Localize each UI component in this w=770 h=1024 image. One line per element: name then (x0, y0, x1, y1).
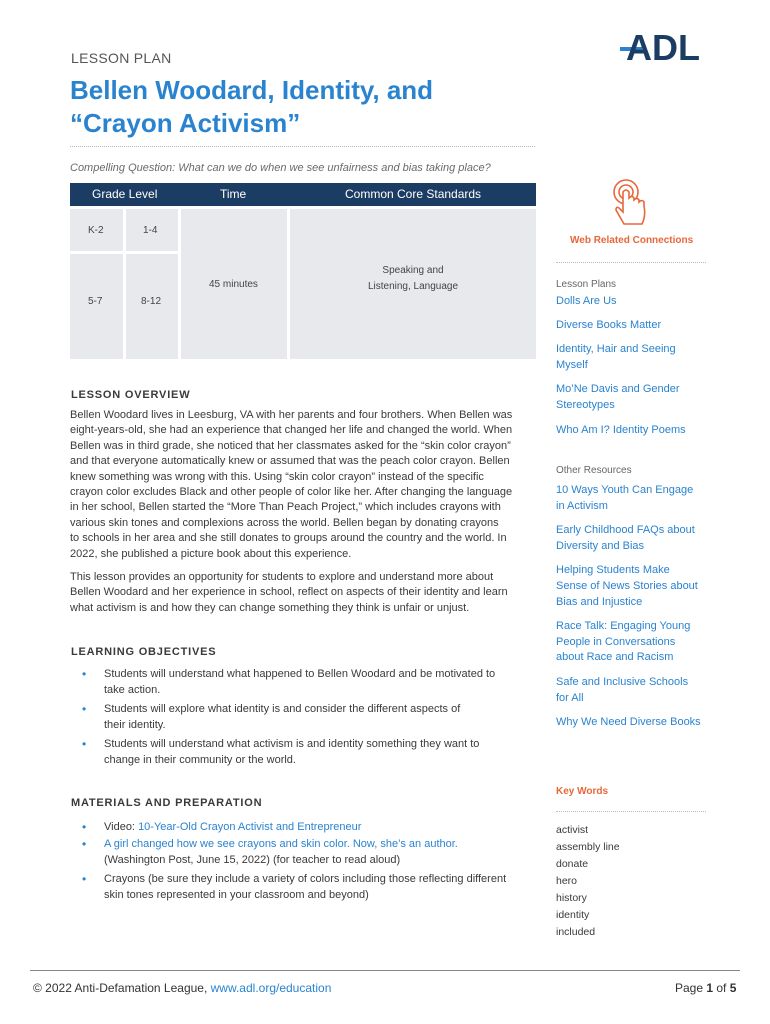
grade-cell: 5-7 (70, 254, 123, 359)
overview-paragraph-2: This lesson provides an opportunity for students to explore and understand more about Bellen Woodard and her experience in school, reflect on aspects of their identity and learn what activism is and how they can change something they think is unfair or unjust. (70, 571, 508, 614)
resource-link-news-stories[interactable]: Helping Students Make Sense of News Stories about Bias and Injustice (556, 564, 698, 608)
other-resources-heading: Other Resources (556, 465, 632, 476)
footer-copyright: © 2022 Anti-Defamation League, www.adl.org/education (33, 981, 332, 995)
lesson-link-dolls[interactable]: Dolls Are Us (556, 295, 617, 307)
key-words-list (556, 822, 716, 941)
footer-link[interactable]: www.adl.org/education (210, 981, 332, 995)
resource-link-race-talk[interactable]: Race Talk: Engaging Young People in Conversations about Race and Racism (556, 620, 691, 664)
page-indicator: Page 1 of 5 (675, 981, 737, 995)
article-link[interactable]: • A girl changed how we see crayons and skin color. Now, she’s an author. (104, 838, 458, 850)
divider (70, 146, 535, 147)
divider (556, 262, 706, 263)
keyword: activist (556, 824, 589, 836)
list-item: • Students will understand what activism is and identity something they want to change in their community or the world. (70, 736, 540, 768)
list-item: • Crayons (be sure they include a variety of colors including those reflecting different skin tones represented in your classroom and beyond) (70, 871, 540, 903)
title-line-2: “Crayon Activism” (70, 108, 301, 138)
resource-link-youth-activism[interactable]: 10 Ways Youth Can Engage in Activism (556, 484, 694, 512)
list-item: • Video: 10-Year-Old Crayon Activist and Entrepreneur (70, 819, 540, 835)
list-item: • Students will explore what identity is and consider the different aspects of their identity. (70, 701, 540, 733)
key-words-heading: Key Words (556, 786, 609, 797)
keyword: history (556, 892, 587, 904)
table-header (70, 183, 536, 206)
overview-heading: LESSON OVERVIEW (71, 389, 191, 401)
materials-list (70, 819, 540, 906)
keyword: hero (556, 875, 578, 887)
lesson-plan-label: LESSON PLAN (71, 50, 172, 66)
svg-text:ADL: ADL (626, 28, 700, 64)
lesson-link-mone-davis[interactable]: Mo’Ne Davis and Gender Stereotypes (556, 383, 680, 411)
overview-paragraph-1: Bellen Woodard lives in Leesburg, VA with her parents and four brothers. When Bellen was eight-years-old, she had an experience that changed her life and changed the world. When Bellen was in third grade, she noticed that her classmates asked for the “skin color crayon” and that everyone automatically knew or assumed that was the peach color crayon. Bellen knew something was wrong with this. Using “skin color crayon” instead of the specific crayon color excludes Black and other people of color like her. After changing the language in her school, Bellen started the “More Than Peach Project,” which includes crayons with various skin tones and complexions across the world. Bellen began by donating crayons to schools in her area and she still donates to groups around the country and the world. In 2022, she published a picture book about this experience. (70, 409, 513, 560)
header-time: Time (220, 187, 247, 201)
lesson-plans-heading: Lesson Plans (556, 279, 617, 290)
header-grade-level: Grade Level (92, 187, 158, 201)
lesson-plan-links (556, 294, 716, 438)
keyword: donate (556, 858, 589, 870)
compelling-question: Compelling Question: What can we do when we see unfairness and bias taking place? (70, 162, 491, 174)
keyword: assembly line (556, 841, 620, 853)
pointer-hand-icon (608, 178, 652, 230)
time-cell: 45 minutes (181, 209, 287, 359)
keyword: included (556, 926, 596, 938)
grade-cell: K-2 (70, 209, 123, 251)
web-connections-heading: Web Related Connections (570, 235, 694, 246)
adl-logo (620, 28, 710, 64)
list-item: • Students will understand what happened to Bellen Woodard and be motivated to take action. (70, 666, 540, 698)
page-title (70, 74, 550, 140)
grade-cell: 8-12 (126, 254, 178, 359)
lesson-link-diverse-books[interactable]: Diverse Books Matter (556, 318, 662, 331)
grade-cell: 1-4 (126, 209, 178, 251)
resource-link-safe-schools[interactable]: Safe and Inclusive Schools for All (556, 675, 689, 704)
materials-heading: MATERIALS AND PREPARATION (71, 797, 263, 809)
objectives-heading: LEARNING OBJECTIVES (71, 646, 217, 658)
video-link[interactable]: 10-Year-Old Crayon Activist and Entrepreneur (138, 821, 362, 833)
footer-divider (30, 970, 740, 971)
other-resource-links (556, 483, 716, 731)
divider (556, 811, 706, 812)
resource-link-early-childhood[interactable]: Early Childhood FAQs about Diversity and Bias (556, 524, 695, 552)
keyword: identity (556, 909, 590, 921)
objectives-list (70, 666, 540, 771)
resource-link-diverse-books[interactable]: Why We Need Diverse Books (556, 716, 701, 729)
lesson-link-identity-poems[interactable]: Who Am I? Identity Poems (556, 423, 686, 436)
standards-cell: Speaking and Listening, Language (290, 209, 536, 359)
header-common-core: Common Core Standards (345, 187, 482, 201)
list-item: • A girl changed how we see crayons and skin color. Now, she’s an author. (Washington Post, June 15, 2022) (for teacher to read aloud) (70, 836, 540, 868)
lesson-link-identity-hair[interactable]: Identity, Hair and Seeing Myself (556, 343, 676, 371)
title-line-1: Bellen Woodard, Identity, and (70, 75, 434, 105)
